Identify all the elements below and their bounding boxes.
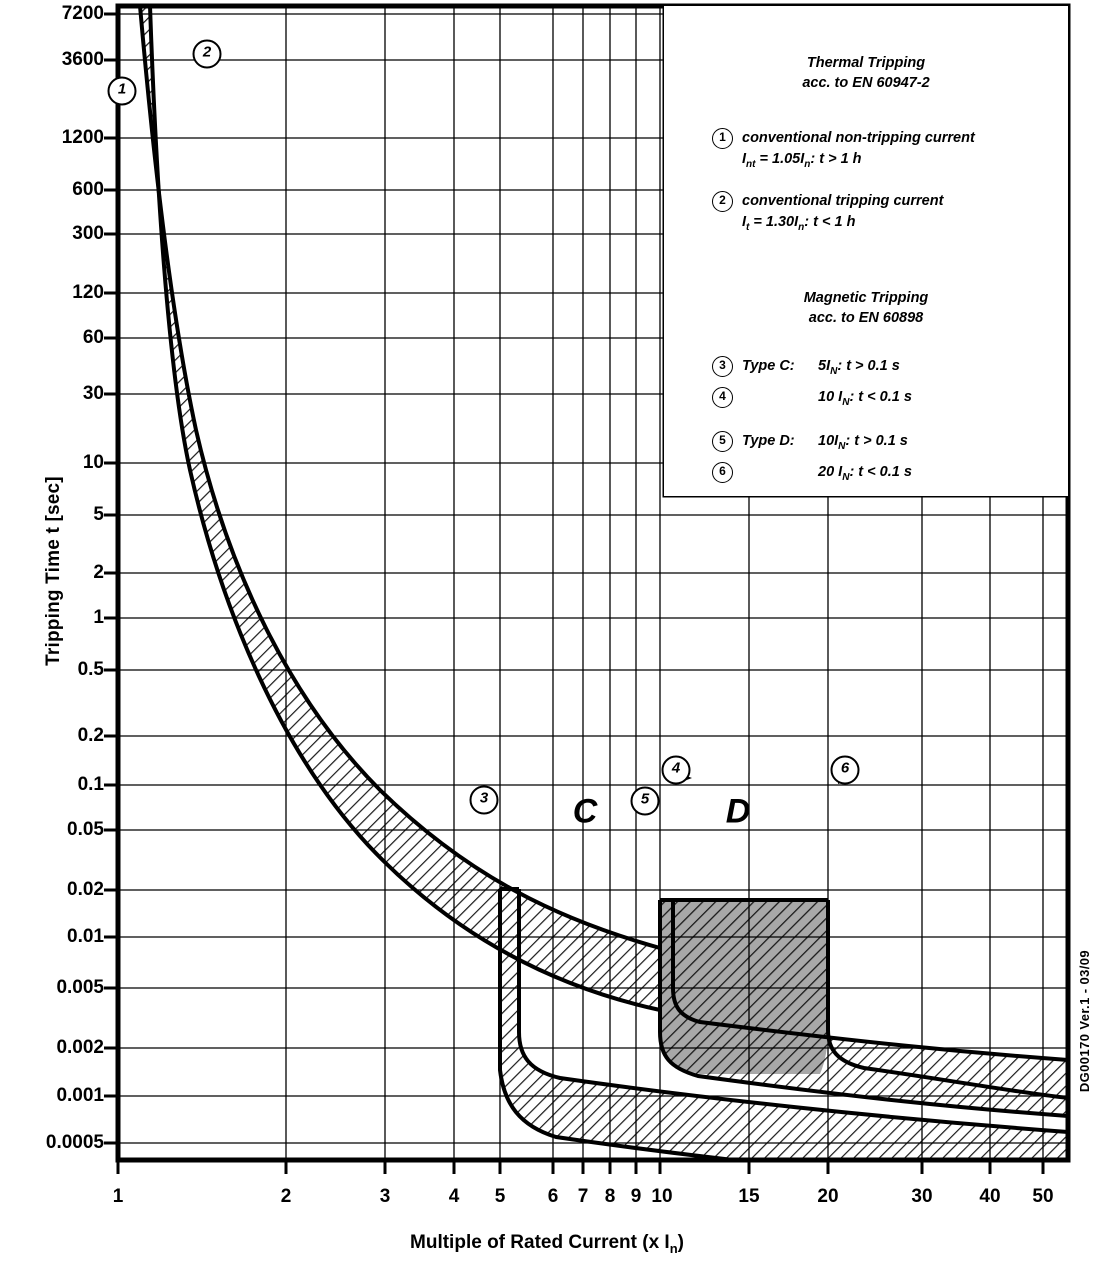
legend-item-6-text <box>742 462 912 485</box>
legend-item-2 <box>712 191 1062 235</box>
legend-item-3-text <box>742 356 900 379</box>
legend-item-2-eq: = 1.30 <box>749 214 795 231</box>
plot-marker-6: 6 <box>831 756 860 785</box>
legend-item-3-in-sub: N <box>830 365 838 377</box>
zone-label-d: D <box>725 792 751 831</box>
x-tick: 2 <box>280 1186 292 1207</box>
x-tick: 9 <box>630 1186 642 1207</box>
y-tick: 5 <box>93 504 104 525</box>
y-axis-title: Tripping Time t [sec] <box>43 476 64 666</box>
legend-item-3-cond: : t > 0.1 s <box>837 358 900 374</box>
legend-item-4-in: I <box>838 389 843 405</box>
legend-item-4-value: 10 <box>818 389 839 405</box>
x-tick: 20 <box>817 1186 839 1207</box>
y-tick: 0.1 <box>77 774 104 795</box>
x-tick: 8 <box>604 1186 616 1207</box>
legend-marker-4: 4 <box>712 387 733 408</box>
y-tick: 0.5 <box>77 659 104 680</box>
legend-item-5 <box>712 431 1062 454</box>
y-tick: 0.0005 <box>45 1132 104 1153</box>
y-tick: 0.01 <box>67 926 104 947</box>
x-axis-title-sub: n <box>669 1240 678 1256</box>
y-tick: 1 <box>93 607 104 628</box>
legend-item-6-value: 20 <box>818 464 839 480</box>
x-tick: 40 <box>979 1186 1001 1207</box>
y-tick: 30 <box>82 383 104 404</box>
y-tick: 300 <box>72 223 104 244</box>
y-tick: 0.002 <box>56 1037 104 1058</box>
plot-marker-1: 1 <box>108 77 137 106</box>
y-tick: 0.2 <box>77 725 104 746</box>
legend-item-4-in-sub: N <box>842 396 850 408</box>
legend-item-4-cond: : t < 0.1 s <box>849 389 912 405</box>
y-tick: 10 <box>82 452 104 473</box>
x-tick: 5 <box>494 1186 506 1207</box>
legend-item-5-in-sub: N <box>838 440 846 452</box>
legend-marker-5: 5 <box>712 431 733 452</box>
y-tick: 120 <box>72 282 104 303</box>
legend-item-4-text <box>742 387 912 410</box>
legend-item-1-symbol: I <box>742 151 747 168</box>
x-tick: 30 <box>911 1186 933 1207</box>
x-tick: 50 <box>1032 1186 1054 1207</box>
legend-item-1-text <box>742 128 975 172</box>
document-id: DG00170 Ver.1 - 03/09 <box>1077 950 1092 1093</box>
legend-item-1-eq: = 1.05 <box>755 151 801 168</box>
legend-magnetic-title <box>664 289 1068 328</box>
x-tick: 7 <box>577 1186 589 1207</box>
plot-marker-4: 4 <box>662 756 691 785</box>
legend-item-6-in: I <box>838 464 843 480</box>
legend-item-5-text <box>742 431 908 454</box>
x-tick: 6 <box>547 1186 559 1207</box>
legend-item-3-in: I <box>826 358 831 374</box>
x-axis-title <box>0 1232 1094 1256</box>
y-tick: 600 <box>72 179 104 200</box>
legend-item-6-in-sub: N <box>842 471 850 483</box>
y-tick: 60 <box>82 327 104 348</box>
y-tick: 0.02 <box>67 879 104 900</box>
legend-item-6 <box>712 462 1062 485</box>
y-tick: 0.001 <box>56 1085 104 1106</box>
plot-marker-3: 3 <box>470 786 499 815</box>
y-tick: 0.005 <box>56 977 104 998</box>
legend-thermal-title-line1: Thermal Tripping <box>806 55 926 71</box>
legend-item-4 <box>712 387 1062 410</box>
legend-item-1 <box>712 128 1062 172</box>
legend-item-2-cond: : t < 1 h <box>804 214 856 231</box>
y-tick: 1200 <box>61 127 104 148</box>
legend-item-2-in: I <box>794 214 799 231</box>
legend-item-1-line1: conventional non-tripping current <box>742 130 975 146</box>
legend-marker-1: 1 <box>712 128 733 149</box>
x-tick: 15 <box>738 1186 760 1207</box>
legend-item-5-label: Type D: <box>742 433 795 449</box>
legend-item-1-in: I <box>800 151 805 168</box>
legend-item-3-value: 5 <box>818 358 827 374</box>
legend-item-1-symbol-sub: nt <box>746 158 756 170</box>
legend-item-2-text <box>742 191 943 235</box>
legend-item-2-symbol: I <box>742 214 747 231</box>
y-tick: 3600 <box>61 49 104 70</box>
legend-thermal-title <box>664 54 1068 93</box>
x-tick: 1 <box>112 1186 124 1207</box>
legend-magnetic-title-line2: acc. to EN 60898 <box>808 309 924 326</box>
y-tick: 2 <box>93 562 104 583</box>
zone-label-c: C <box>572 792 598 831</box>
y-tick: 7200 <box>61 3 104 24</box>
legend-item-5-cond: : t > 0.1 s <box>845 433 908 449</box>
x-tick: 3 <box>379 1186 391 1207</box>
legend-item-1-in-sub: n <box>804 158 811 170</box>
legend-thermal-title-line2: acc. to EN 60947-2 <box>802 74 930 91</box>
plot-marker-2: 2 <box>193 40 222 69</box>
legend-marker-3: 3 <box>712 356 733 377</box>
x-axis-title-text: Multiple of Rated Current (x I <box>410 1232 670 1253</box>
legend-item-5-in: I <box>834 433 839 449</box>
legend-item-3 <box>712 356 1062 379</box>
x-axis-title-end: ) <box>677 1232 684 1253</box>
legend-item-3-label: Type C: <box>742 358 795 374</box>
legend-marker-2: 2 <box>712 191 733 212</box>
legend-item-6-cond: : t < 0.1 s <box>849 464 912 480</box>
legend-item-2-in-sub: n <box>798 221 805 233</box>
legend-item-1-cond: : t > 1 h <box>810 151 862 168</box>
x-tick: 10 <box>651 1186 673 1207</box>
legend-marker-6: 6 <box>712 462 733 483</box>
legend <box>664 6 1068 496</box>
y-tick: 0.05 <box>67 819 104 840</box>
legend-item-2-symbol-sub: t <box>746 221 750 233</box>
x-tick: 4 <box>448 1186 460 1207</box>
legend-item-2-line1: conventional tripping current <box>742 193 944 209</box>
legend-magnetic-title-line1: Magnetic Tripping <box>803 290 929 306</box>
plot-marker-5: 5 <box>631 787 660 816</box>
legend-item-5-value: 10 <box>818 433 835 449</box>
